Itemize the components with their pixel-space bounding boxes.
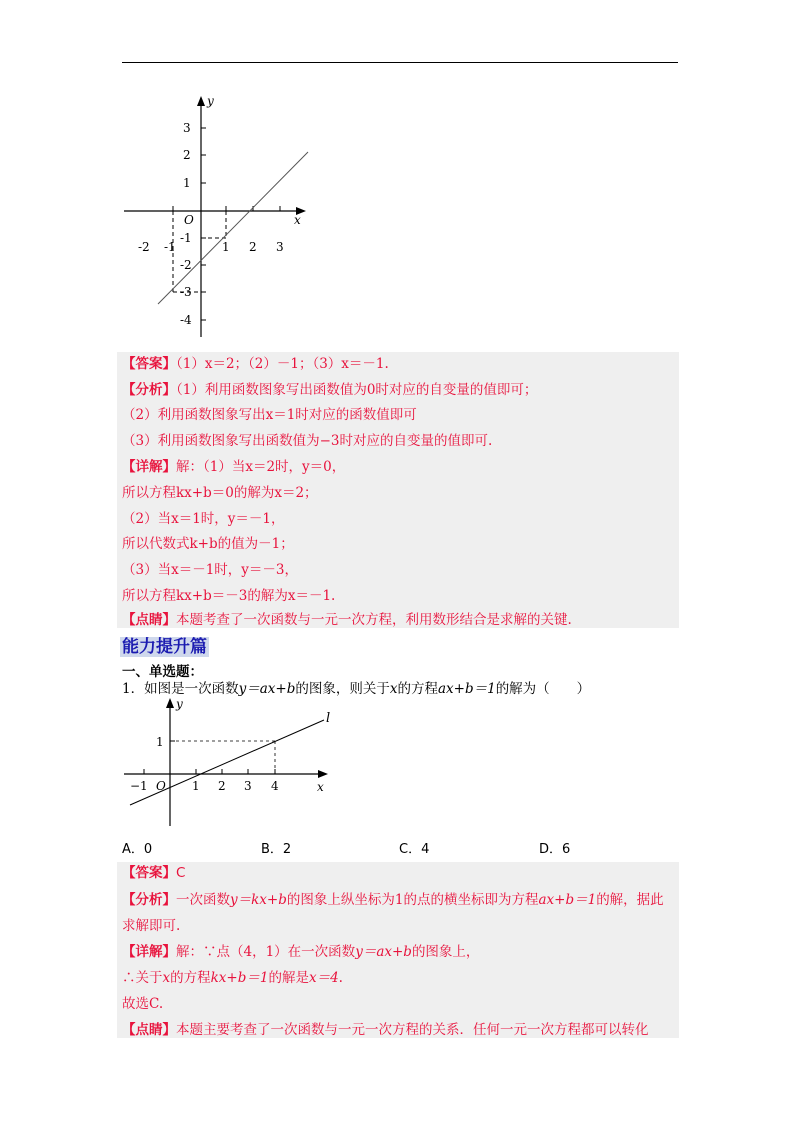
analysis-text: 一次函数 [176,892,230,908]
analysis-line: （2）利用函数图象写出x＝1时对应的函数值即可 [122,407,417,423]
answer-line [122,864,185,882]
fig2-line-label: l [326,711,331,726]
question-equation: ax+b＝1 [437,681,496,697]
fig2-x-tick: 3 [244,779,252,793]
fig1-x-tick: 3 [276,240,284,254]
analysis-line [122,891,664,909]
question-text: 的图象，则关于 [295,681,390,697]
option-b[interactable]: B．2 [261,842,292,857]
fig2-x-tick: −1 [130,779,148,793]
header-rule [122,62,678,63]
question-function: y＝ax+b [238,681,296,697]
question-var: x [389,681,398,697]
answer-text: （1）x＝2；（2）－1；（3）x＝－1. [176,356,389,372]
detail-line: 所以方程kx+b＝0的解为x＝2； [122,485,318,501]
analysis-line: 求解即可. [122,918,181,934]
detail-tag: 【详解】 [122,459,176,475]
comment-line [122,611,572,629]
detail-line: （2）当x＝1时，y＝－1， [122,511,285,527]
detail-line [122,969,343,987]
figure-2-graph [118,694,338,830]
fig1-y-tick: -3 [180,285,192,299]
detail-function: y＝ax+b [355,944,412,960]
fig1-y-tick: -4 [180,313,192,327]
comment-text: 本题考查了一次函数与一元一次方程，利用数形结合是求解的关键. [176,612,572,628]
answer-text: C [176,865,186,881]
comment-text: 本题主要考查了一次函数与一元一次方程的关系．任何一元一次方程都可以转化 [176,1022,649,1038]
fig1-y-tick: -2 [180,258,192,272]
fig1-x-tick: -1 [164,240,176,254]
option-c[interactable]: C．4 [399,842,430,857]
detail-line: 所以代数式k+b的值为－1； [122,536,294,552]
fig1-y-label: y [207,94,214,108]
fig2-x-label: x [317,780,324,794]
option-a[interactable]: A．0 [122,842,153,857]
detail-line: （3）当x＝－1时，y＝－3， [122,562,299,578]
fig1-y-tick: 1 [183,176,191,190]
comment-tag: 【点睛】 [122,1022,176,1038]
fig1-y-tick: -1 [180,231,192,245]
question-text: 如图是一次函数 [144,681,239,697]
fig1-origin: O [184,213,194,227]
fig1-x-label: x [294,213,301,227]
detail-line [122,458,345,476]
detail-solution: x＝4 [308,970,339,986]
comment-tag: 【点睛】 [122,612,176,628]
question-text: 的方程 [397,681,438,697]
comment-line [122,1021,649,1039]
detail-tag: 【详解】 [122,944,176,960]
answer-tag: 【答案】 [122,356,176,372]
answer-tag: 【答案】 [122,865,176,881]
fig1-x-tick: 2 [249,240,257,254]
detail-line: 所以方程kx+b＝－3的解为x＝－1. [122,588,336,604]
detail-text: 解：（1）当x＝2时，y＝0， [176,459,346,475]
analysis-text: 的图象上纵坐标为1的点的横坐标即为方程 [286,892,539,908]
fig2-y-tick: 1 [156,735,164,749]
analysis-text: 的解，据此 [596,892,664,908]
detail-line [122,943,479,961]
detail-text: 的解是 [268,970,309,986]
fig1-y-tick: 3 [183,121,191,135]
fig2-y-label: y [176,697,183,711]
analysis-function: y＝kx+b [230,892,287,908]
detail-var: x [162,970,171,986]
detail-text: . [338,970,343,986]
analysis-line [122,381,537,399]
subheading: 一、单选题： [122,664,203,680]
fig2-origin: O [156,779,166,793]
analysis-equation: ax+b＝1 [538,892,597,908]
question-text: 的解为（ ） [495,681,591,697]
fig1-x-tick: -2 [138,240,150,254]
analysis-text: （1）利用函数图象写出函数值为0时对应的自变量的值即可； [176,382,538,398]
detail-text: ∴关于 [122,970,163,986]
detail-equation: kx+b＝1 [210,970,269,986]
analysis-line: （3）利用函数图象写出函数值为−3时对应的自变量的值即可. [122,433,493,449]
detail-line: 故选C. [122,996,164,1012]
figure-1-graph [118,92,318,346]
detail-text: 解：∵点（4，1）在一次函数 [176,944,356,960]
fig1-x-tick: 1 [222,240,230,254]
fig1-y-tick: 2 [183,148,191,162]
option-d[interactable]: D．6 [539,842,571,857]
question-number: 1． [122,681,145,697]
section-heading: 能力提升篇 [122,637,207,657]
answer-line [122,355,389,373]
fig2-x-tick: 1 [192,779,200,793]
fig2-x-tick: 2 [218,779,226,793]
detail-text: 的图象上， [411,944,480,960]
analysis-tag: 【分析】 [122,892,176,908]
detail-text: 的方程 [170,970,211,986]
analysis-tag: 【分析】 [122,382,176,398]
fig2-x-tick: 4 [271,779,279,793]
